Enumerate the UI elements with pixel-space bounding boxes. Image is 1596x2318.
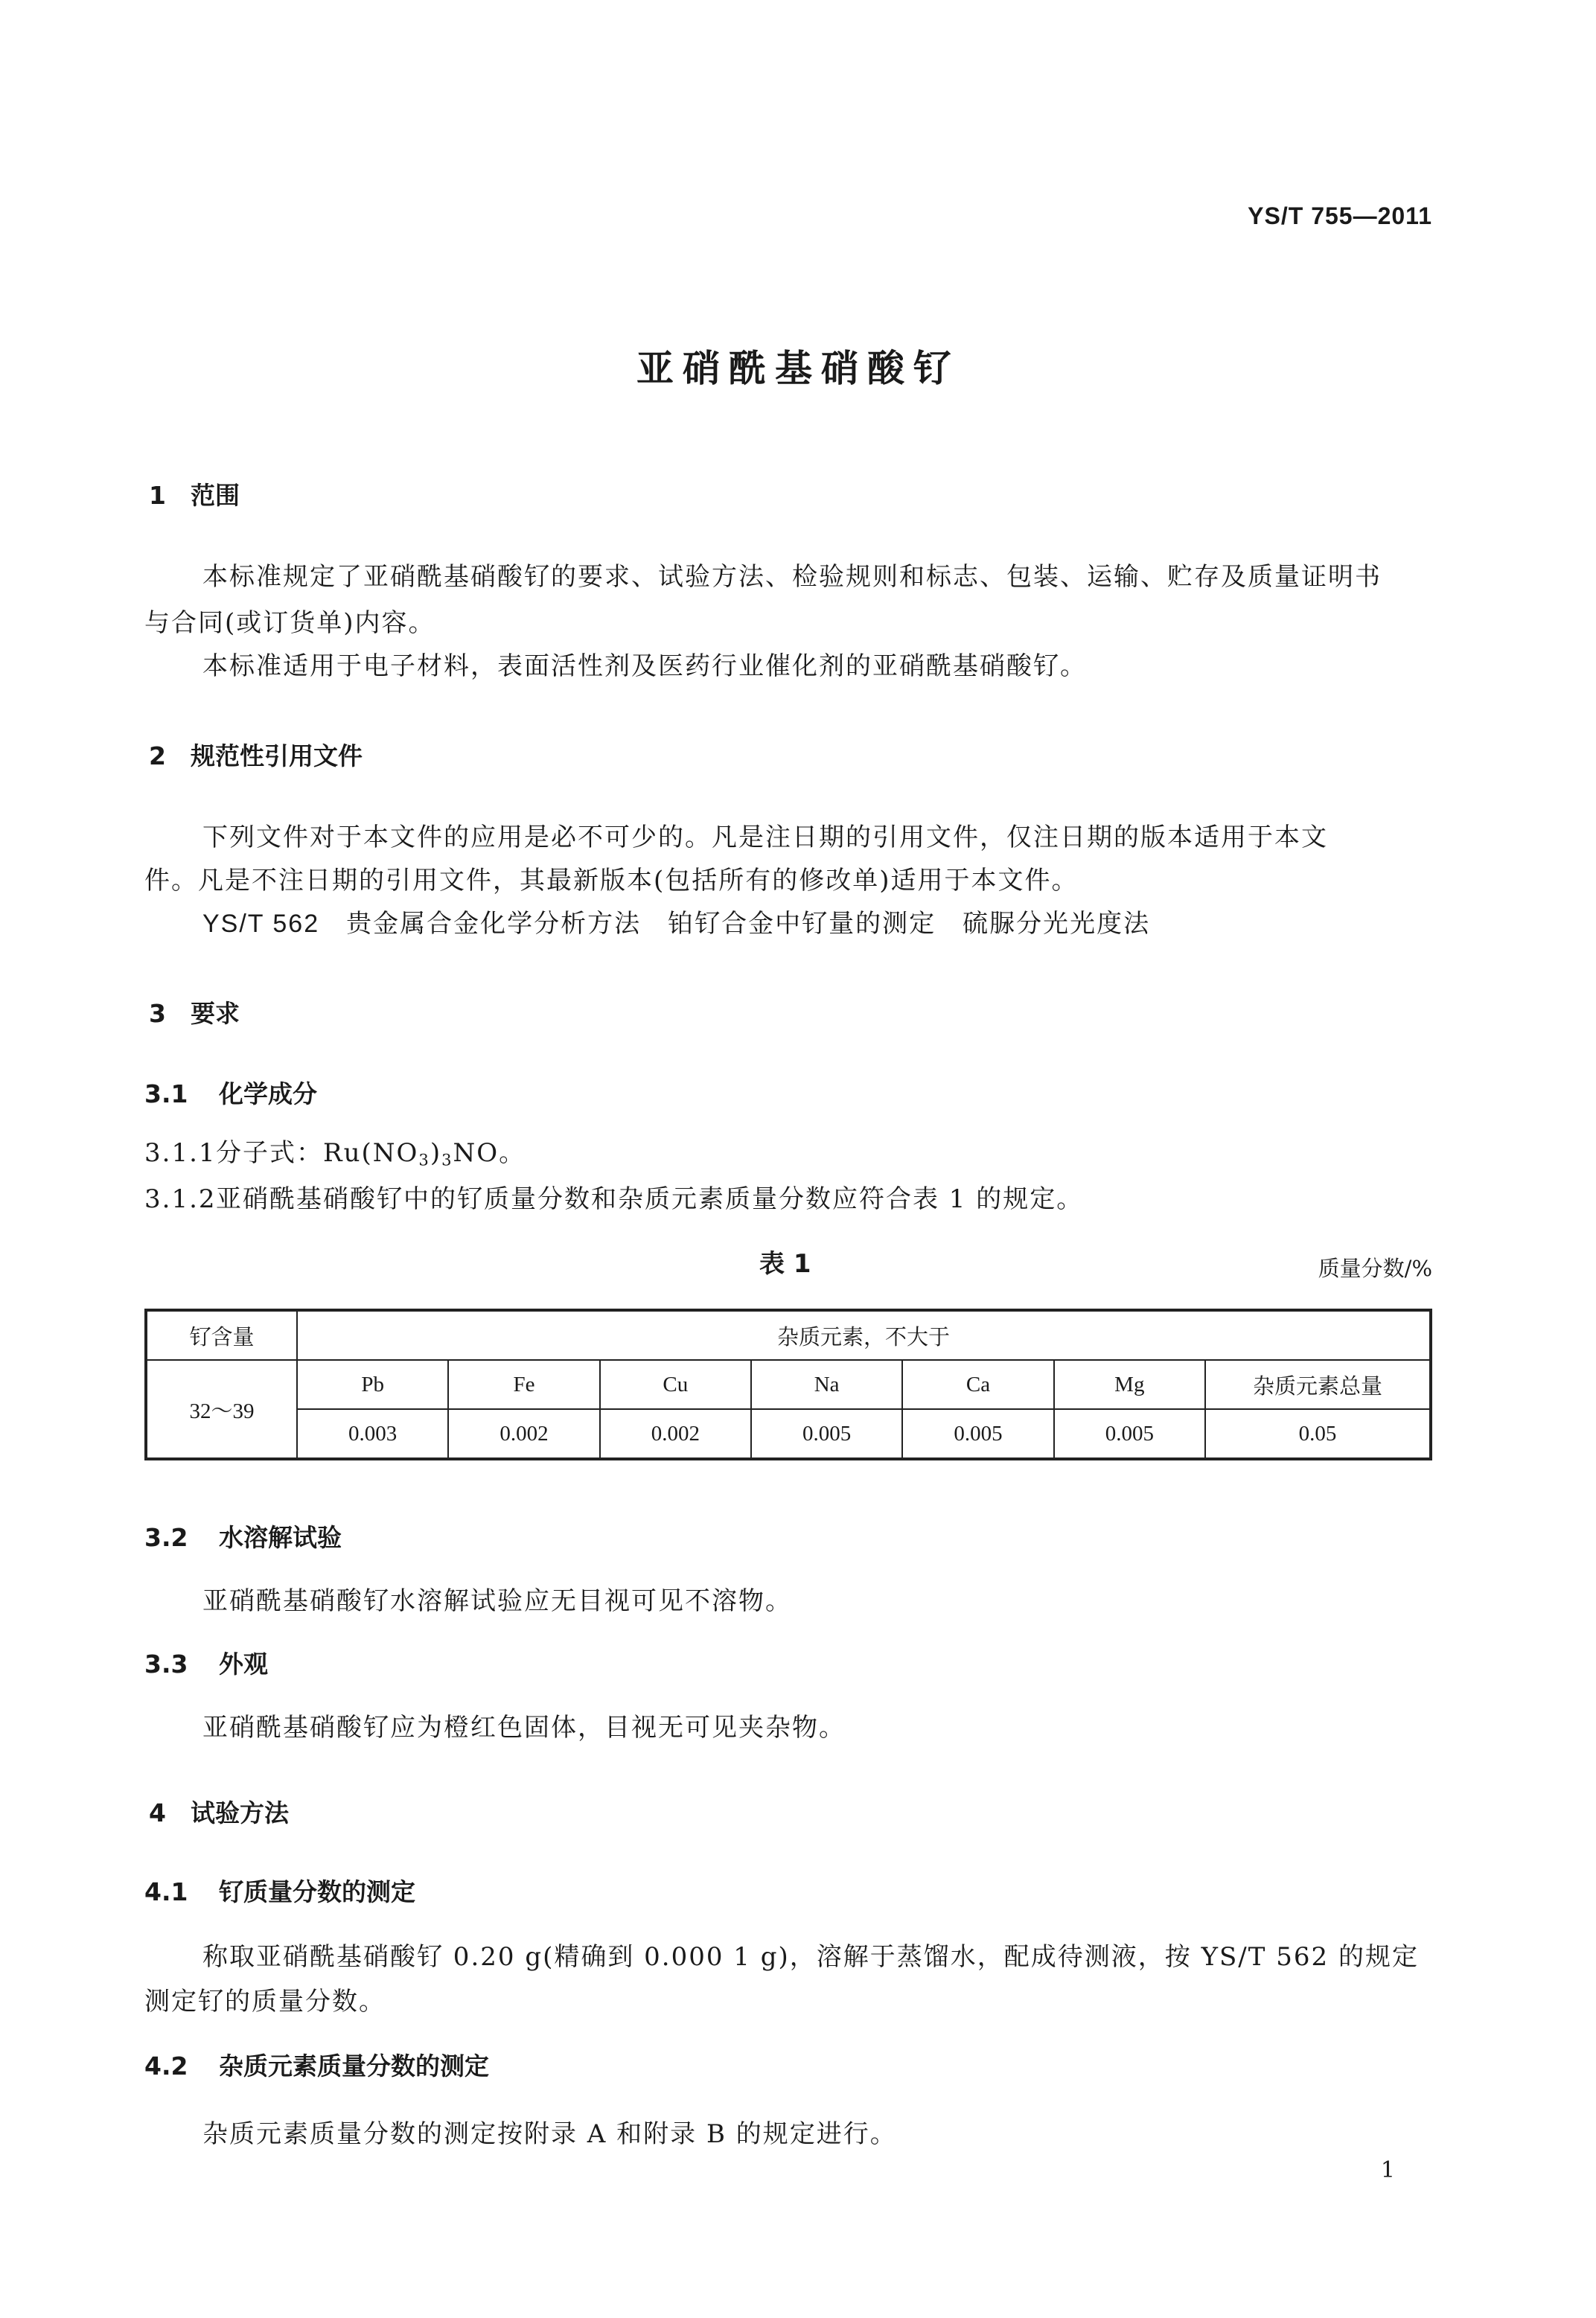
section-4-1-line-1: 称取亚硝酰基硝酸钌 0.20 g(精确到 0.000 1 g)，溶解于蒸馏水，配成待测液，按 YS/T 562 的规定 [202,1942,1419,1972]
section-3-title: 要求 [191,999,240,1028]
section-3-1-2-number: 3.1.2 [144,1184,217,1214]
section-4-1-number: 4.1 [144,1877,188,1906]
section-3-1-1-number: 3.1.1 [144,1138,217,1168]
section-3-2-title: 水溶解试验 [219,1523,342,1552]
standard-code: YS/T 755—2011 [1248,202,1432,229]
section-1-paragraph-2: 本标准适用于电子材料，表面活性剂及医药行业催化剂的亚硝酰基硝酸钌。 [202,651,1087,681]
formula-subscript: 3 [441,1150,453,1169]
section-2-paragraph-line-2: 件。凡是不注日期的引用文件，其最新版本(包括所有的修改单)适用于本文件。 [144,866,1079,895]
section-3-3-number: 3.3 [144,1650,188,1679]
section-4-2-text: 杂质元素质量分数的测定按附录 A 和附录 B 的规定进行。 [202,2119,897,2149]
page-number: 1 [1380,2157,1395,2183]
formula-part: Ru(NO [323,1138,419,1168]
section-3-number: 3 [149,999,166,1028]
section-3-2-heading [144,1519,342,1554]
column-header: Mg [1054,1360,1205,1409]
formula-label: 分子式： [216,1138,323,1168]
table-cell: 0.005 [902,1409,1053,1459]
table-cell: 0.002 [600,1409,751,1459]
reference-title: 贵金属合金化学分析方法 铂钌合金中钌量的测定 硫脲分光光度法 [346,909,1151,939]
ru-content-value: 32～39 [146,1360,297,1459]
section-1-paragraph-1-line-2: 与合同(或订货单)内容。 [144,608,435,638]
section-3-1-2 [144,1176,1083,1222]
table-row [146,1409,1431,1459]
ru-content-header: 钌含量 [146,1310,297,1360]
table-cell: 0.005 [751,1409,902,1459]
section-3-1-title: 化学成分 [219,1079,317,1108]
section-3-heading [149,994,240,1029]
molecular-formula [323,1138,526,1168]
formula-part: ) [430,1138,442,1168]
section-2-title: 规范性引用文件 [191,741,363,770]
section-1-title: 范围 [191,481,240,510]
table-row [146,1310,1431,1360]
section-4-number: 4 [149,1798,166,1827]
column-header: Pb [297,1360,448,1409]
document-title: 亚硝酰基硝酸钌 [636,347,960,390]
section-3-3-text: 亚硝酰基硝酸钌应为橙红色固体，目视无可见夹杂物。 [202,1713,846,1743]
section-3-2-text: 亚硝酰基硝酸钌水溶解试验应无目视可见不溶物。 [202,1586,792,1616]
section-1-paragraph-1-line-1: 本标准规定了亚硝酰基硝酸钌的要求、试验方法、检验规则和标志、包装、运输、贮存及质量证明书 [202,562,1382,592]
column-header: Ca [902,1360,1053,1409]
table-cell: 0.05 [1205,1409,1431,1459]
column-header: Cu [600,1360,751,1409]
section-3-1-1 [144,1130,526,1183]
section-3-3-heading [144,1645,268,1680]
column-header: 杂质元素总量 [1205,1360,1431,1409]
section-1-number: 1 [149,481,166,510]
section-4-1-heading [144,1873,415,1908]
section-4-heading [149,1794,289,1829]
reference-code: YS/T 562 [202,910,320,938]
section-4-2-heading [144,2047,489,2082]
column-header: Fe [448,1360,599,1409]
table-row [146,1360,1431,1409]
section-2-number: 2 [149,741,166,770]
section-3-1-number: 3.1 [144,1079,188,1108]
section-2-heading [149,737,363,772]
column-header: Na [751,1360,902,1409]
section-4-title: 试验方法 [191,1798,289,1827]
section-3-2-number: 3.2 [144,1523,188,1552]
table-1-caption: 表 1 [759,1249,811,1279]
section-3-3-title: 外观 [219,1650,268,1679]
table-1 [144,1309,1432,1460]
section-4-2-title: 杂质元素质量分数的测定 [219,2052,489,2081]
section-4-2-number: 4.2 [144,2052,188,2081]
section-3-1-heading [144,1075,317,1110]
formula-part: NO。 [453,1138,526,1168]
section-1-heading [149,476,240,511]
table-cell: 0.002 [448,1409,599,1459]
table-cell: 0.005 [1054,1409,1205,1459]
impurity-header: 杂质元素，不大于 [297,1310,1431,1360]
section-4-1-line-2: 测定钌的质量分数。 [144,1987,386,2017]
section-3-1-2-text: 亚硝酰基硝酸钌中的钌质量分数和杂质元素质量分数应符合表 1 的规定。 [216,1184,1084,1214]
normative-reference [202,901,1150,947]
formula-subscript: 3 [418,1150,430,1169]
section-2-paragraph-line-1: 下列文件对于本文件的应用是必不可少的。凡是注日期的引用文件，仅注日期的版本适用于本文 [202,823,1328,852]
table-cell: 0.003 [297,1409,448,1459]
table-1-unit: 质量分数/% [1318,1256,1432,1281]
section-4-1-title: 钌质量分数的测定 [219,1877,415,1906]
